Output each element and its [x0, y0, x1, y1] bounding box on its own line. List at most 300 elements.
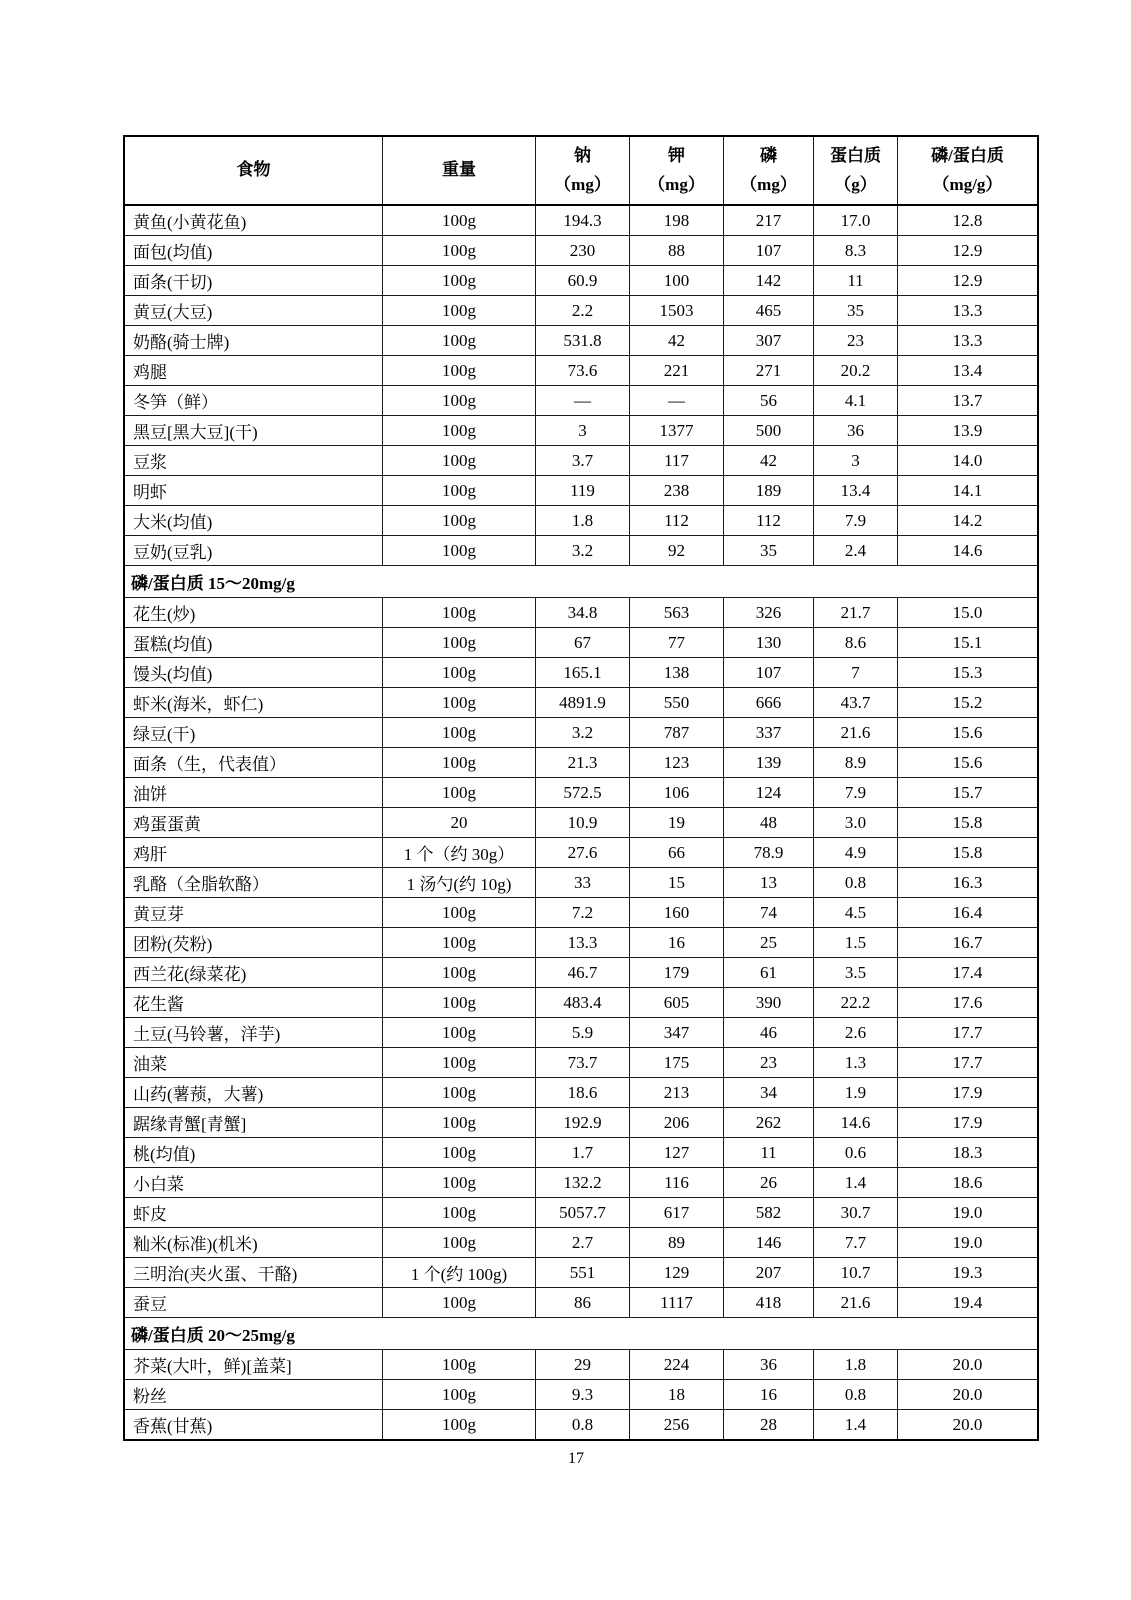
- cell-protein: 1.9: [814, 1078, 898, 1108]
- cell-food: 鸡肝: [124, 838, 383, 868]
- table-row: [124, 326, 1038, 356]
- cell-phosphorus: 207: [724, 1258, 814, 1288]
- cell-weight: 100g: [383, 536, 536, 566]
- cell-food: 黑豆[黑大豆](干): [124, 416, 383, 446]
- cell-protein: 2.6: [814, 1018, 898, 1048]
- cell-protein: 35: [814, 296, 898, 326]
- cell-ratio: 13.3: [898, 296, 1039, 326]
- table-row: [124, 1168, 1038, 1198]
- column-header-protein: 蛋白质 （g）: [814, 136, 898, 205]
- cell-phosphorus: 500: [724, 416, 814, 446]
- cell-food: 粉丝: [124, 1380, 383, 1410]
- cell-ratio: 19.3: [898, 1258, 1039, 1288]
- cell-potassium: 77: [630, 628, 724, 658]
- table-row: [124, 446, 1038, 476]
- table-header-row: [124, 136, 1038, 205]
- cell-protein: 7.7: [814, 1228, 898, 1258]
- cell-ratio: 13.4: [898, 356, 1039, 386]
- cell-potassium: 88: [630, 236, 724, 266]
- cell-food: 虾皮: [124, 1198, 383, 1228]
- cell-weight: 100g: [383, 296, 536, 326]
- table-row: [124, 958, 1038, 988]
- cell-phosphorus: 262: [724, 1108, 814, 1138]
- cell-ratio: 14.0: [898, 446, 1039, 476]
- section-title: 磷/蛋白质 20～25mg/g: [124, 1318, 1038, 1350]
- cell-sodium: 3.2: [536, 718, 630, 748]
- table-row: [124, 476, 1038, 506]
- cell-phosphorus: 112: [724, 506, 814, 536]
- table-body: [124, 205, 1038, 1440]
- cell-food: 土豆(马铃薯，洋芋): [124, 1018, 383, 1048]
- table-row: [124, 506, 1038, 536]
- cell-sodium: 7.2: [536, 898, 630, 928]
- cell-ratio: 19.0: [898, 1198, 1039, 1228]
- cell-sodium: 3: [536, 416, 630, 446]
- cell-sodium: 2.7: [536, 1228, 630, 1258]
- cell-weight: 100g: [383, 1078, 536, 1108]
- column-header-phosphorus: 磷 （mg）: [724, 136, 814, 205]
- cell-weight: 100g: [383, 386, 536, 416]
- cell-weight: 100g: [383, 326, 536, 356]
- cell-food: 小白菜: [124, 1168, 383, 1198]
- table-row: [124, 386, 1038, 416]
- cell-potassium: 563: [630, 598, 724, 628]
- cell-food: 面包(均值): [124, 236, 383, 266]
- cell-ratio: 14.2: [898, 506, 1039, 536]
- cell-food: 大米(均值): [124, 506, 383, 536]
- cell-weight: 100g: [383, 628, 536, 658]
- cell-protein: 1.8: [814, 1350, 898, 1380]
- cell-sodium: 18.6: [536, 1078, 630, 1108]
- table-row: [124, 1108, 1038, 1138]
- cell-potassium: 1117: [630, 1288, 724, 1318]
- cell-sodium: 86: [536, 1288, 630, 1318]
- cell-ratio: 17.7: [898, 1048, 1039, 1078]
- cell-protein: 3.5: [814, 958, 898, 988]
- cell-potassium: 213: [630, 1078, 724, 1108]
- cell-potassium: —: [630, 386, 724, 416]
- cell-food: 黄鱼(小黄花鱼): [124, 205, 383, 236]
- table-header: [124, 136, 1038, 205]
- cell-weight: 100g: [383, 356, 536, 386]
- cell-protein: 4.1: [814, 386, 898, 416]
- cell-protein: 17.0: [814, 205, 898, 236]
- cell-protein: 20.2: [814, 356, 898, 386]
- cell-sodium: 67: [536, 628, 630, 658]
- cell-weight: 100g: [383, 1048, 536, 1078]
- cell-ratio: 15.1: [898, 628, 1039, 658]
- table-row: [124, 296, 1038, 326]
- cell-protein: 11: [814, 266, 898, 296]
- column-header-weight: 重量: [383, 136, 536, 205]
- cell-weight: 100g: [383, 658, 536, 688]
- cell-protein: 8.9: [814, 748, 898, 778]
- cell-weight: 100g: [383, 778, 536, 808]
- cell-protein: 8.6: [814, 628, 898, 658]
- cell-protein: 0.8: [814, 868, 898, 898]
- cell-weight: 100g: [383, 1288, 536, 1318]
- cell-potassium: 106: [630, 778, 724, 808]
- cell-protein: 1.4: [814, 1168, 898, 1198]
- cell-potassium: 127: [630, 1138, 724, 1168]
- cell-sodium: 3.7: [536, 446, 630, 476]
- cell-potassium: 179: [630, 958, 724, 988]
- cell-phosphorus: 78.9: [724, 838, 814, 868]
- cell-sodium: —: [536, 386, 630, 416]
- cell-ratio: 17.9: [898, 1078, 1039, 1108]
- cell-sodium: 33: [536, 868, 630, 898]
- cell-food: 油菜: [124, 1048, 383, 1078]
- cell-food: 黄豆(大豆): [124, 296, 383, 326]
- table-row: [124, 356, 1038, 386]
- cell-protein: 21.6: [814, 718, 898, 748]
- cell-potassium: 605: [630, 988, 724, 1018]
- cell-food: 绿豆(干): [124, 718, 383, 748]
- cell-sodium: 483.4: [536, 988, 630, 1018]
- cell-potassium: 89: [630, 1228, 724, 1258]
- cell-ratio: 17.9: [898, 1108, 1039, 1138]
- cell-weight: 100g: [383, 1410, 536, 1441]
- cell-potassium: 116: [630, 1168, 724, 1198]
- cell-ratio: 17.4: [898, 958, 1039, 988]
- cell-protein: 10.7: [814, 1258, 898, 1288]
- cell-phosphorus: 25: [724, 928, 814, 958]
- table-row: [124, 1198, 1038, 1228]
- cell-phosphorus: 28: [724, 1410, 814, 1441]
- cell-sodium: 5.9: [536, 1018, 630, 1048]
- table-row: [124, 988, 1038, 1018]
- cell-sodium: 27.6: [536, 838, 630, 868]
- cell-sodium: 572.5: [536, 778, 630, 808]
- cell-ratio: 17.6: [898, 988, 1039, 1018]
- cell-phosphorus: 418: [724, 1288, 814, 1318]
- table-row: [124, 838, 1038, 868]
- cell-potassium: 123: [630, 748, 724, 778]
- table-row: [124, 1048, 1038, 1078]
- cell-food: 花生酱: [124, 988, 383, 1018]
- cell-weight: 100g: [383, 958, 536, 988]
- cell-food: 鸡腿: [124, 356, 383, 386]
- cell-sodium: 5057.7: [536, 1198, 630, 1228]
- cell-food: 虾米(海米，虾仁): [124, 688, 383, 718]
- cell-weight: 100g: [383, 1138, 536, 1168]
- cell-sodium: 194.3: [536, 205, 630, 236]
- cell-potassium: 175: [630, 1048, 724, 1078]
- cell-potassium: 224: [630, 1350, 724, 1380]
- section-title: 磷/蛋白质 15～20mg/g: [124, 566, 1038, 598]
- cell-ratio: 15.2: [898, 688, 1039, 718]
- cell-phosphorus: 390: [724, 988, 814, 1018]
- cell-phosphorus: 139: [724, 748, 814, 778]
- cell-food: 芥菜(大叶，鲜)[盖菜]: [124, 1350, 383, 1380]
- cell-weight: 100g: [383, 266, 536, 296]
- cell-food: 花生(炒): [124, 598, 383, 628]
- cell-food: 明虾: [124, 476, 383, 506]
- cell-ratio: 13.3: [898, 326, 1039, 356]
- cell-ratio: 20.0: [898, 1350, 1039, 1380]
- cell-weight: 100g: [383, 476, 536, 506]
- cell-phosphorus: 582: [724, 1198, 814, 1228]
- cell-food: 三明治(夹火蛋、干酪): [124, 1258, 383, 1288]
- cell-ratio: 15.8: [898, 808, 1039, 838]
- table-row: [124, 1288, 1038, 1318]
- cell-phosphorus: 307: [724, 326, 814, 356]
- cell-sodium: 1.7: [536, 1138, 630, 1168]
- cell-ratio: 12.8: [898, 205, 1039, 236]
- cell-potassium: 100: [630, 266, 724, 296]
- cell-sodium: 0.8: [536, 1410, 630, 1441]
- cell-potassium: 347: [630, 1018, 724, 1048]
- cell-weight: 100g: [383, 1380, 536, 1410]
- cell-food: 桃(均值): [124, 1138, 383, 1168]
- table-row: [124, 808, 1038, 838]
- cell-potassium: 1503: [630, 296, 724, 326]
- cell-protein: 22.2: [814, 988, 898, 1018]
- cell-sodium: 29: [536, 1350, 630, 1380]
- cell-protein: 21.6: [814, 1288, 898, 1318]
- cell-weight: 100g: [383, 416, 536, 446]
- cell-phosphorus: 107: [724, 236, 814, 266]
- cell-phosphorus: 189: [724, 476, 814, 506]
- cell-ratio: 13.7: [898, 386, 1039, 416]
- table-row: [124, 1228, 1038, 1258]
- cell-weight: 100g: [383, 1198, 536, 1228]
- cell-protein: 23: [814, 326, 898, 356]
- table-row: [124, 778, 1038, 808]
- table-row: [124, 205, 1038, 236]
- cell-protein: 14.6: [814, 1108, 898, 1138]
- cell-sodium: 10.9: [536, 808, 630, 838]
- cell-protein: 3.0: [814, 808, 898, 838]
- cell-weight: 100g: [383, 1350, 536, 1380]
- cell-phosphorus: 26: [724, 1168, 814, 1198]
- table-row: [124, 1138, 1038, 1168]
- cell-ratio: 12.9: [898, 236, 1039, 266]
- cell-sodium: 9.3: [536, 1380, 630, 1410]
- cell-food: 山药(薯蓣，大薯): [124, 1078, 383, 1108]
- cell-ratio: 15.6: [898, 718, 1039, 748]
- cell-phosphorus: 34: [724, 1078, 814, 1108]
- cell-weight: 1 汤勺(约 10g): [383, 868, 536, 898]
- cell-ratio: 15.3: [898, 658, 1039, 688]
- cell-sodium: 165.1: [536, 658, 630, 688]
- cell-weight: 100g: [383, 598, 536, 628]
- cell-sodium: 13.3: [536, 928, 630, 958]
- cell-food: 团粉(芡粉): [124, 928, 383, 958]
- cell-potassium: 117: [630, 446, 724, 476]
- cell-food: 蛋糕(均值): [124, 628, 383, 658]
- cell-weight: 100g: [383, 688, 536, 718]
- cell-phosphorus: 16: [724, 1380, 814, 1410]
- cell-phosphorus: 142: [724, 266, 814, 296]
- cell-ratio: 16.3: [898, 868, 1039, 898]
- table-row: [124, 1078, 1038, 1108]
- page-number: 17: [568, 1450, 584, 1467]
- table-row: [124, 718, 1038, 748]
- table-row: [124, 928, 1038, 958]
- cell-potassium: 160: [630, 898, 724, 928]
- cell-sodium: 60.9: [536, 266, 630, 296]
- cell-potassium: 1377: [630, 416, 724, 446]
- cell-protein: 4.5: [814, 898, 898, 928]
- column-header-ratio: 磷/蛋白质 （mg/g）: [898, 136, 1039, 205]
- cell-potassium: 18: [630, 1380, 724, 1410]
- cell-phosphorus: 465: [724, 296, 814, 326]
- cell-food: 黄豆芽: [124, 898, 383, 928]
- cell-food: 豆浆: [124, 446, 383, 476]
- cell-ratio: 13.9: [898, 416, 1039, 446]
- cell-sodium: 73.6: [536, 356, 630, 386]
- cell-weight: 100g: [383, 718, 536, 748]
- cell-potassium: 550: [630, 688, 724, 718]
- cell-weight: 100g: [383, 748, 536, 778]
- cell-protein: 7.9: [814, 778, 898, 808]
- cell-potassium: 206: [630, 1108, 724, 1138]
- cell-weight: 100g: [383, 236, 536, 266]
- cell-potassium: 787: [630, 718, 724, 748]
- cell-phosphorus: 271: [724, 356, 814, 386]
- cell-phosphorus: 13: [724, 868, 814, 898]
- cell-ratio: 19.4: [898, 1288, 1039, 1318]
- table-row: [124, 748, 1038, 778]
- cell-protein: 1.5: [814, 928, 898, 958]
- cell-potassium: 617: [630, 1198, 724, 1228]
- table-row: [124, 688, 1038, 718]
- cell-phosphorus: 23: [724, 1048, 814, 1078]
- cell-food: 西兰花(绿菜花): [124, 958, 383, 988]
- cell-phosphorus: 666: [724, 688, 814, 718]
- cell-food: 奶酪(骑士牌): [124, 326, 383, 356]
- cell-weight: 100g: [383, 205, 536, 236]
- column-header-sodium: 钠 （mg）: [536, 136, 630, 205]
- table-row: [124, 1258, 1038, 1288]
- table-row: [124, 598, 1038, 628]
- cell-protein: 7.9: [814, 506, 898, 536]
- cell-sodium: 132.2: [536, 1168, 630, 1198]
- cell-sodium: 3.2: [536, 536, 630, 566]
- cell-sodium: 73.7: [536, 1048, 630, 1078]
- cell-sodium: 551: [536, 1258, 630, 1288]
- cell-weight: 100g: [383, 1168, 536, 1198]
- cell-protein: 8.3: [814, 236, 898, 266]
- cell-sodium: 531.8: [536, 326, 630, 356]
- cell-weight: 100g: [383, 1228, 536, 1258]
- cell-protein: 4.9: [814, 838, 898, 868]
- table-row: [124, 266, 1038, 296]
- cell-protein: 0.8: [814, 1380, 898, 1410]
- cell-protein: 13.4: [814, 476, 898, 506]
- cell-potassium: 42: [630, 326, 724, 356]
- cell-ratio: 12.9: [898, 266, 1039, 296]
- cell-phosphorus: 146: [724, 1228, 814, 1258]
- cell-food: 香蕉(甘蕉): [124, 1410, 383, 1441]
- cell-ratio: 14.6: [898, 536, 1039, 566]
- cell-sodium: 1.8: [536, 506, 630, 536]
- nutrition-table: [123, 135, 1039, 1441]
- table-row: [124, 898, 1038, 928]
- cell-ratio: 15.8: [898, 838, 1039, 868]
- cell-protein: 1.4: [814, 1410, 898, 1441]
- cell-phosphorus: 217: [724, 205, 814, 236]
- cell-phosphorus: 74: [724, 898, 814, 928]
- cell-phosphorus: 36: [724, 1350, 814, 1380]
- cell-phosphorus: 130: [724, 628, 814, 658]
- table-row: [124, 416, 1038, 446]
- section-header-row: [124, 1318, 1038, 1350]
- cell-phosphorus: 42: [724, 446, 814, 476]
- cell-protein: 43.7: [814, 688, 898, 718]
- cell-phosphorus: 11: [724, 1138, 814, 1168]
- cell-food: 乳酪（全脂软酪）: [124, 868, 383, 898]
- cell-protein: 0.6: [814, 1138, 898, 1168]
- cell-weight: 100g: [383, 988, 536, 1018]
- cell-sodium: 192.9: [536, 1108, 630, 1138]
- cell-potassium: 19: [630, 808, 724, 838]
- cell-phosphorus: 56: [724, 386, 814, 416]
- cell-weight: 100g: [383, 1018, 536, 1048]
- cell-weight: 100g: [383, 898, 536, 928]
- cell-food: 蚕豆: [124, 1288, 383, 1318]
- cell-food: 鸡蛋蛋黄: [124, 808, 383, 838]
- cell-potassium: 16: [630, 928, 724, 958]
- cell-potassium: 129: [630, 1258, 724, 1288]
- cell-sodium: 119: [536, 476, 630, 506]
- cell-phosphorus: 48: [724, 808, 814, 838]
- table-row: [124, 1350, 1038, 1380]
- cell-ratio: 16.4: [898, 898, 1039, 928]
- cell-protein: 2.4: [814, 536, 898, 566]
- cell-ratio: 17.7: [898, 1018, 1039, 1048]
- cell-protein: 3: [814, 446, 898, 476]
- cell-ratio: 19.0: [898, 1228, 1039, 1258]
- cell-protein: 1.3: [814, 1048, 898, 1078]
- column-header-food: 食物: [124, 136, 383, 205]
- table-row: [124, 236, 1038, 266]
- table-row: [124, 536, 1038, 566]
- cell-sodium: 34.8: [536, 598, 630, 628]
- cell-potassium: 138: [630, 658, 724, 688]
- cell-weight: 100g: [383, 446, 536, 476]
- cell-weight: 20: [383, 808, 536, 838]
- cell-potassium: 198: [630, 205, 724, 236]
- cell-protein: 36: [814, 416, 898, 446]
- cell-phosphorus: 46: [724, 1018, 814, 1048]
- table-row: [124, 658, 1038, 688]
- table-row: [124, 628, 1038, 658]
- cell-food: 冬笋（鲜）: [124, 386, 383, 416]
- cell-weight: 100g: [383, 506, 536, 536]
- cell-food: 馒头(均值): [124, 658, 383, 688]
- cell-potassium: 112: [630, 506, 724, 536]
- cell-food: 面条（生，代表值）: [124, 748, 383, 778]
- cell-sodium: 46.7: [536, 958, 630, 988]
- cell-weight: 100g: [383, 1108, 536, 1138]
- cell-protein: 21.7: [814, 598, 898, 628]
- cell-protein: 7: [814, 658, 898, 688]
- cell-food: 踞缘青蟹[青蟹]: [124, 1108, 383, 1138]
- cell-sodium: 2.2: [536, 296, 630, 326]
- column-header-potassium: 钾 （mg）: [630, 136, 724, 205]
- cell-ratio: 15.0: [898, 598, 1039, 628]
- cell-potassium: 238: [630, 476, 724, 506]
- cell-potassium: 221: [630, 356, 724, 386]
- table-row: [124, 868, 1038, 898]
- cell-food: 籼米(标准)(机米): [124, 1228, 383, 1258]
- cell-ratio: 16.7: [898, 928, 1039, 958]
- table-row: [124, 1410, 1038, 1441]
- cell-phosphorus: 107: [724, 658, 814, 688]
- table-row: [124, 1380, 1038, 1410]
